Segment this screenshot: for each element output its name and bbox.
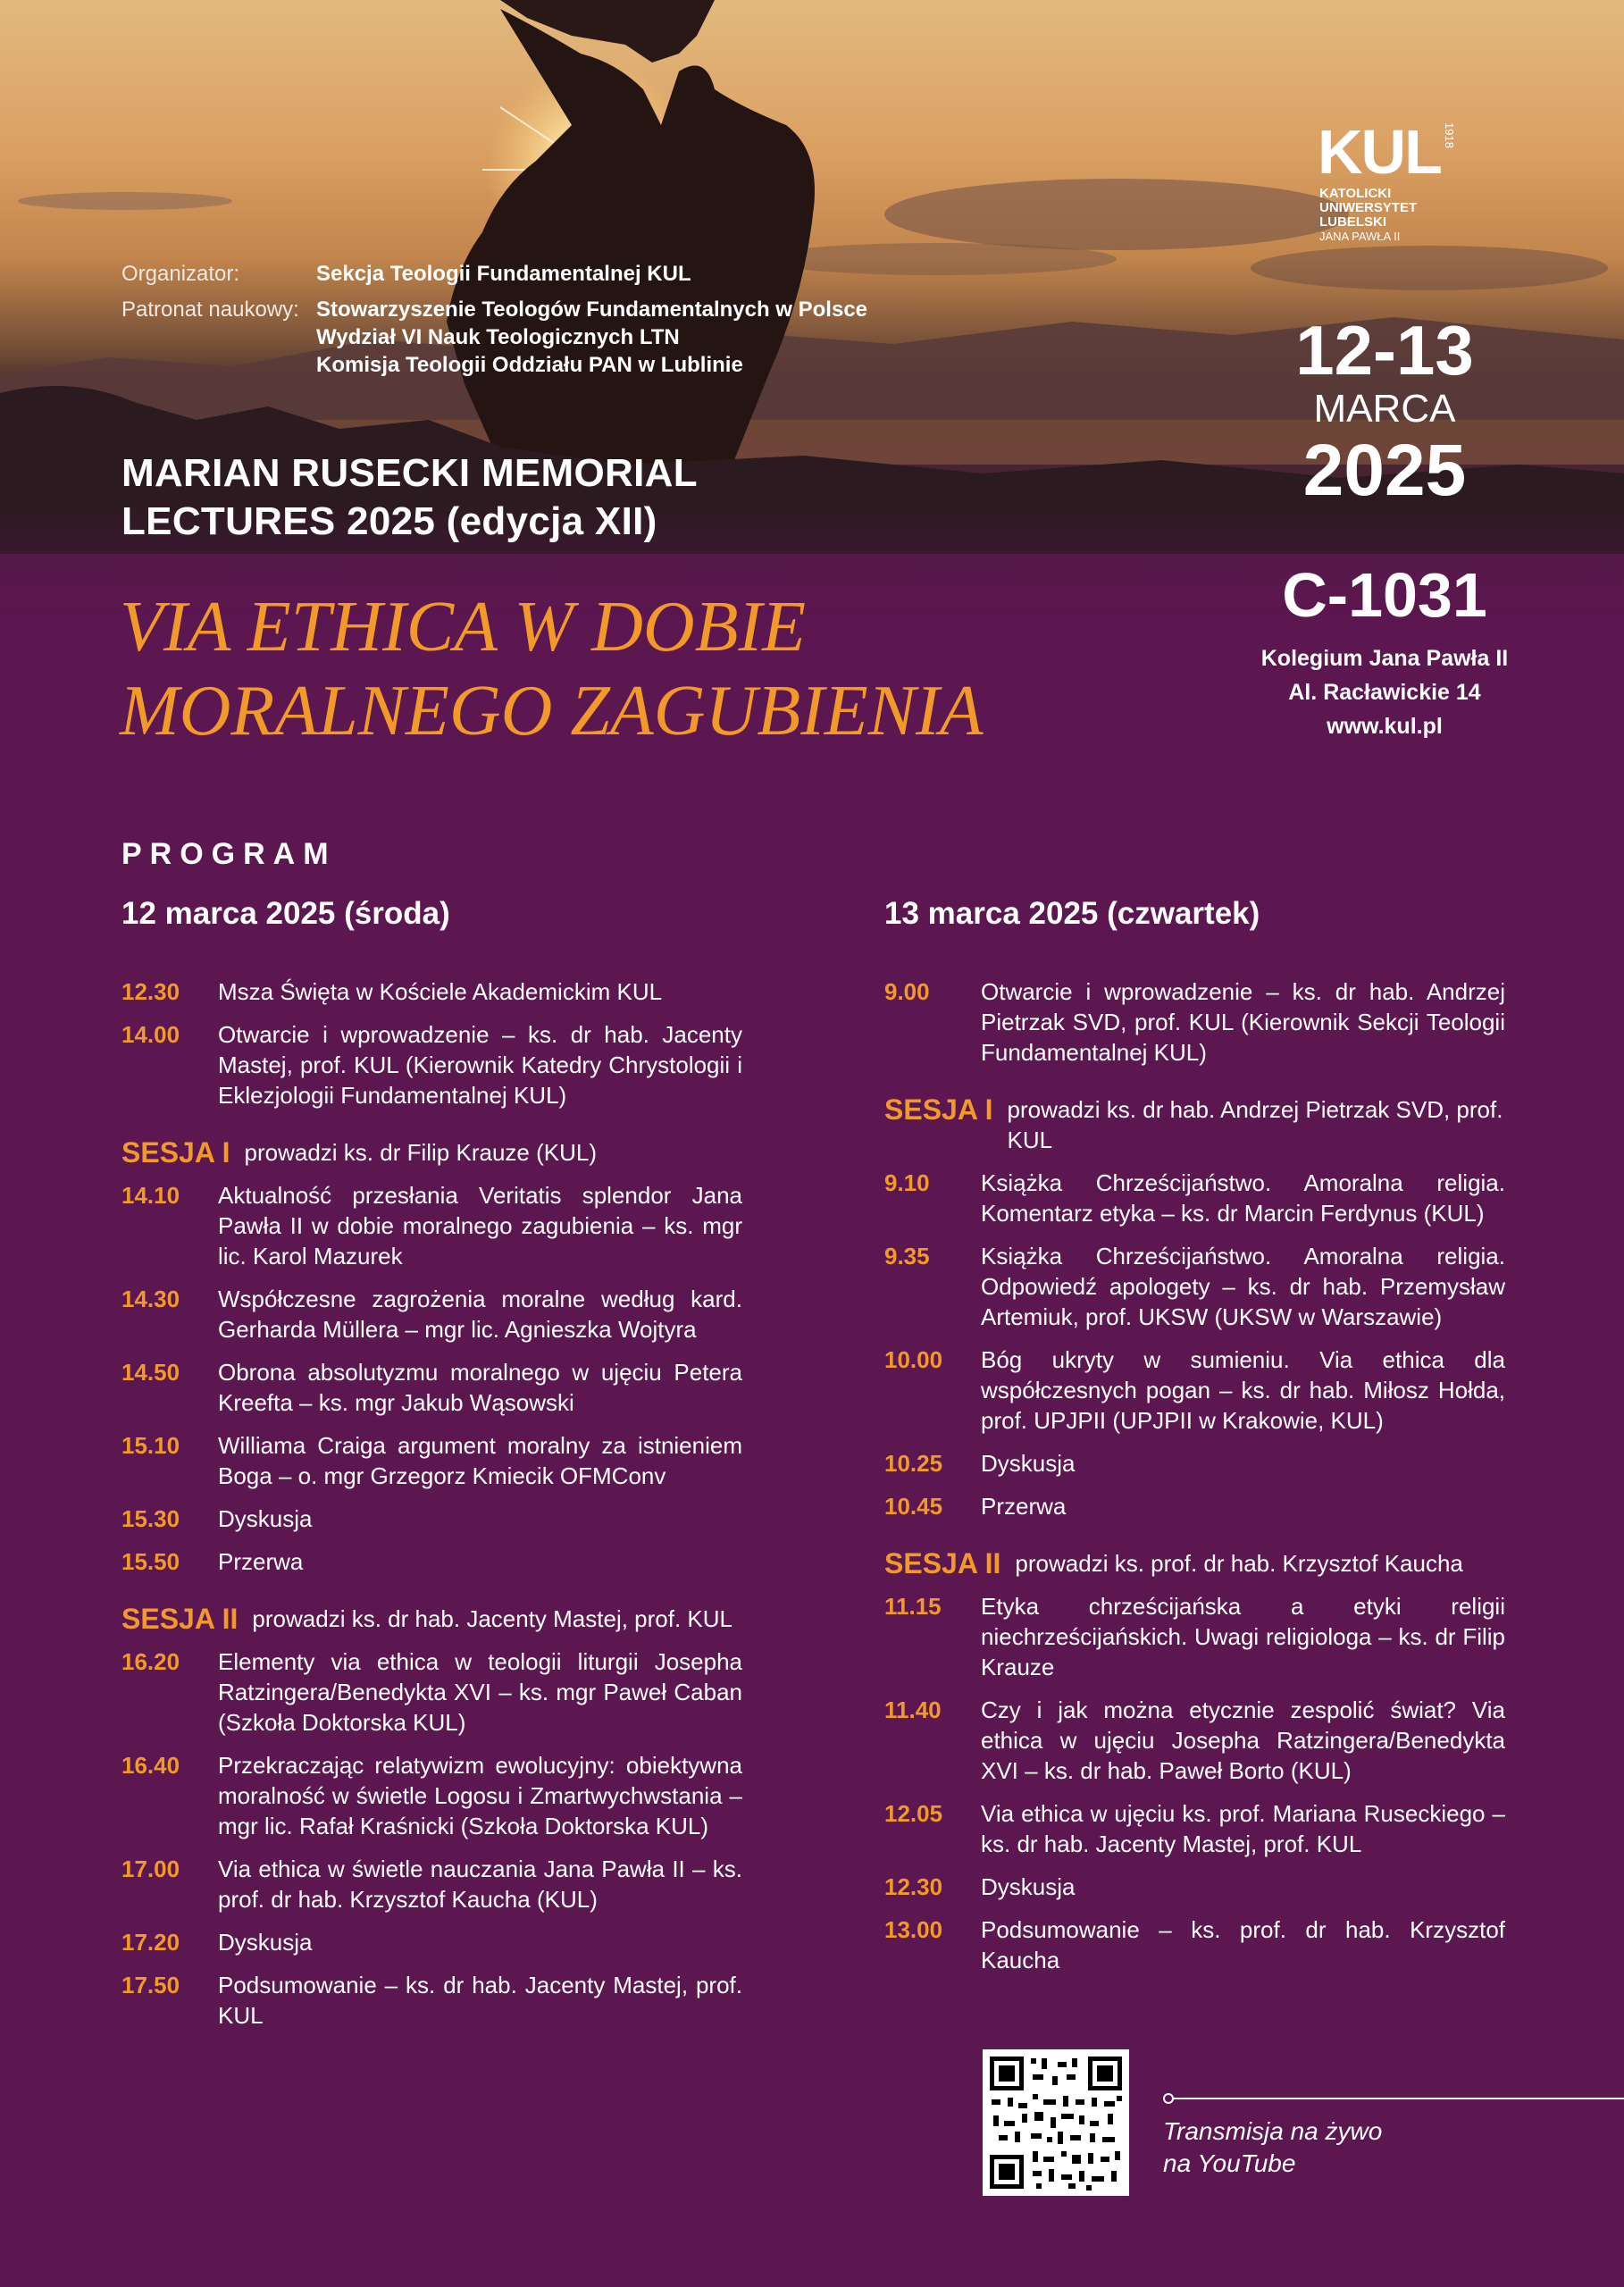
stream-line — [1174, 2098, 1624, 2099]
day1-session2-header — [121, 1604, 742, 1634]
item-text: Książka Chrześcijaństwo. Amoralna religia. Komentarz etyka – ks. dr Marcin Ferdynus (KUL) — [981, 1169, 1505, 1227]
kul-logo — [1318, 117, 1461, 255]
schedule-item — [884, 1491, 1505, 1521]
item-time: 9.35 — [884, 1243, 930, 1269]
organizer-label: Organizator: — [121, 262, 240, 286]
memorial-title — [121, 449, 698, 546]
item-time: 14.00 — [121, 1021, 180, 1048]
day1-heading: 12 marca 2025 (środa) — [121, 896, 450, 931]
patron-item: Komisja Teologii Oddziału PAN w Lublinie — [316, 353, 743, 377]
logo-line-1: KATOLICKI — [1319, 186, 1392, 201]
patron-item: Stowarzyszenie Teologów Fundamentalnych w Polsce — [316, 297, 868, 322]
schedule-item — [884, 976, 1505, 1068]
kul-logo-mark: KUL — [1318, 117, 1441, 187]
item-text: Aktualność przesłania Veritatis splendor Jana Pawła II w dobie moralnego zagubienia – ks. mgr lic. Karol Mazurek — [218, 1182, 742, 1269]
item-text: Otwarcie i wprowadzenie – ks. dr hab. Jacenty Mastej, prof. KUL (Kierownik Katedry Chrystologii i Eklezjologii Fundamentalnej KUL) — [218, 1021, 742, 1109]
item-time: 10.00 — [884, 1346, 943, 1373]
item-time: 13.00 — [884, 1916, 943, 1943]
item-text: Dyskusja — [218, 1929, 313, 1956]
item-text: Przekraczając relatywizm ewolucyjny: obiektywna moralność w świetle Logosu i Zmartwychwstania – mgr lic. Rafał Kraśnicki (Szkoła Doktorska KUL) — [218, 1752, 742, 1839]
organizer-row — [121, 260, 691, 288]
item-time: 12.05 — [884, 1800, 943, 1827]
item-text: Książka Chrześcijaństwo. Amoralna religia. Odpowiedź apologety – ks. dr hab. Przemysław Artemiuk, prof. UKSW (UKSW w Warszawie) — [981, 1243, 1505, 1330]
memorial-line-1: MARIAN RUSECKI MEMORIAL — [121, 451, 698, 495]
item-time: 11.15 — [884, 1593, 942, 1620]
item-text: Bóg ukryty w sumieniu. Via ethica dla współczesnych pogan – ks. dr hab. Miłosz Hołda, prof. UPJPII (UPJPII w Krakowie, KUL) — [981, 1346, 1505, 1434]
logo-line-2: UNIWERSYTET — [1319, 200, 1418, 215]
schedule-item — [121, 1504, 742, 1534]
location-address: Al. Racławickie 14 — [1288, 680, 1481, 705]
patron-item: Wydział VI Nauk Teologicznych LTN — [316, 325, 680, 349]
logo-subline: JANA PAWŁA II — [1319, 230, 1401, 243]
item-text: Williama Craiga argument moralny za istnieniem Boga – o. mgr Grzegorz Kmiecik OFMConv — [218, 1432, 742, 1489]
item-time: 14.10 — [121, 1182, 180, 1209]
item-text: Etyka chrześcijańska a etyki religii niechrześcijańskich. Uwagi religiologa – ks. dr Filip Krauze — [981, 1593, 1505, 1680]
qr-code-pattern — [983, 2049, 1129, 2196]
schedule-item — [884, 1695, 1505, 1786]
kul-logo-year: 1918 — [1443, 122, 1456, 148]
item-time: 17.00 — [121, 1856, 180, 1882]
schedule-item — [884, 1591, 1505, 1682]
location-building: Kolegium Jana Pawła II — [1260, 646, 1509, 671]
item-time: 9.00 — [884, 978, 930, 1005]
schedule-item — [884, 1345, 1505, 1436]
item-time: 10.25 — [884, 1450, 943, 1477]
session-chair: prowadzi ks. prof. dr hab. Krzysztof Kaucha — [1015, 1550, 1463, 1577]
day1-column — [121, 896, 742, 2043]
day1-session1-header — [121, 1137, 742, 1168]
item-text: Przerwa — [218, 1548, 304, 1575]
day2-heading: 13 marca 2025 (czwartek) — [884, 896, 1260, 931]
location-website[interactable]: www.kul.pl — [1327, 714, 1443, 739]
item-text: Via ethica w ujęciu ks. prof. Mariana Ruseckiego – ks. dr hab. Jacenty Mastej, prof. KUL — [981, 1800, 1505, 1857]
item-time: 12.30 — [121, 978, 180, 1005]
item-time: 15.30 — [121, 1505, 180, 1532]
schedule-item — [121, 1180, 742, 1271]
session-chair: prowadzi ks. dr hab. Andrzej Pietrzak SVD, prof. KUL — [1007, 1096, 1503, 1153]
item-text: Czy i jak można etycznie zespolić świat? Via ethica w ujęciu Josepha Ratzingera/Benedykta XVI – ks. dr hab. Paweł Borto (KUL) — [981, 1696, 1505, 1784]
schedule-item — [884, 1241, 1505, 1332]
session-chair: prowadzi ks. dr hab. Jacenty Mastej, prof. KUL — [252, 1605, 732, 1632]
item-time: 16.20 — [121, 1648, 180, 1675]
event-room: C-1031 — [1282, 560, 1487, 630]
item-text: Dyskusja — [981, 1450, 1076, 1477]
qr-code[interactable] — [983, 2049, 1129, 2196]
program-heading: PROGRAM — [121, 837, 337, 871]
session-chair: prowadzi ks. dr Filip Krauze (KUL) — [244, 1139, 597, 1166]
schedule-item — [121, 1750, 742, 1841]
item-text: Via ethica w świetle nauczania Jana Pawła II – ks. prof. dr hab. Krzysztof Kaucha (KUL) — [218, 1856, 742, 1913]
item-text: Obrona absolutyzmu moralnego w ujęciu Petera Kreefta – ks. mgr Jakub Wąsowski — [218, 1359, 742, 1416]
item-text: Elementy via ethica w teologii liturgii Josepha Ratzingera/Benedykta XVI – ks. mgr Paweł Caban (Szkoła Doktorska KUL) — [218, 1648, 742, 1736]
event-year: 2025 — [1302, 430, 1467, 511]
item-time: 14.50 — [121, 1359, 180, 1386]
event-location — [1233, 641, 1536, 743]
stream-line-1: Transmisja na żywo — [1163, 2117, 1383, 2145]
item-text: Współczesne zagrożenia moralne według kard. Gerharda Müllera – mgr lic. Agnieszka Wojtyra — [218, 1286, 742, 1343]
kul-logo-text — [1319, 187, 1417, 244]
item-time: 11.40 — [884, 1696, 942, 1723]
schedule-item — [121, 1430, 742, 1491]
schedule-item — [884, 1798, 1505, 1859]
item-text: Msza Święta w Kościele Akademickim KUL — [218, 978, 663, 1005]
item-time: 17.50 — [121, 1972, 180, 1998]
schedule-item — [121, 1546, 742, 1577]
event-month: MARCA — [1313, 387, 1456, 431]
item-time: 10.45 — [884, 1493, 943, 1520]
day2-column — [884, 896, 1505, 1988]
item-time: 12.30 — [884, 1873, 943, 1900]
patron-row — [121, 296, 867, 379]
stream-info — [1163, 2115, 1382, 2180]
event-days: 12-13 — [1295, 311, 1474, 390]
item-time: 15.10 — [121, 1432, 180, 1459]
schedule-item — [121, 1284, 742, 1345]
session-name: SESJA II — [884, 1547, 1001, 1579]
item-text: Podsumowanie – ks. dr hab. Jacenty Mastej, prof. KUL — [218, 1972, 742, 2029]
patron-list — [316, 296, 867, 379]
item-time: 14.30 — [121, 1286, 180, 1312]
schedule-item — [121, 1646, 742, 1738]
schedule-item — [121, 1970, 742, 2031]
item-time: 17.20 — [121, 1929, 180, 1956]
schedule-item — [121, 976, 742, 1007]
item-text: Otwarcie i wprowadzenie – ks. dr hab. Andrzej Pietrzak SVD, prof. KUL (Kierownik Sekcji Teologii Fundamentalnej KUL) — [981, 978, 1505, 1066]
day2-session1-header — [884, 1094, 1505, 1155]
schedule-item — [884, 1448, 1505, 1479]
logo-line-3: LUBELSKI — [1319, 214, 1386, 230]
session-name: SESJA I — [884, 1093, 993, 1126]
event-date-block — [1251, 313, 1519, 511]
main-title — [120, 585, 984, 753]
schedule-item — [121, 1927, 742, 1957]
item-text: Dyskusja — [218, 1505, 313, 1532]
session-name: SESJA II — [121, 1603, 239, 1635]
schedule-item — [884, 1168, 1505, 1228]
item-text: Przerwa — [981, 1493, 1067, 1520]
main-title-line-2: MORALNEGO ZAGUBIENIA — [120, 672, 984, 750]
item-text: Podsumowanie – ks. prof. dr hab. Krzysztof Kaucha — [981, 1916, 1505, 1973]
stream-line-dot — [1163, 2093, 1174, 2104]
session-name: SESJA I — [121, 1136, 230, 1169]
item-time: 15.50 — [121, 1548, 180, 1575]
memorial-line-2: LECTURES 2025 (edycja XII) — [121, 499, 657, 543]
schedule-item — [884, 1872, 1505, 1902]
main-title-line-1: VIA ETHICA W DOBIE — [120, 588, 807, 666]
stream-line-2: na YouTube — [1163, 2149, 1296, 2177]
schedule-item — [121, 1019, 742, 1110]
schedule-item — [121, 1357, 742, 1418]
day2-session2-header — [884, 1548, 1505, 1579]
item-time: 16.40 — [121, 1752, 180, 1779]
schedule-item — [121, 1854, 742, 1914]
organizer-value: Sekcja Teologii Fundamentalnej KUL — [316, 262, 691, 286]
item-text: Dyskusja — [981, 1873, 1076, 1900]
schedule-item — [884, 1914, 1505, 1975]
item-time: 9.10 — [884, 1169, 930, 1196]
patron-label: Patronat naukowy: — [121, 297, 299, 322]
